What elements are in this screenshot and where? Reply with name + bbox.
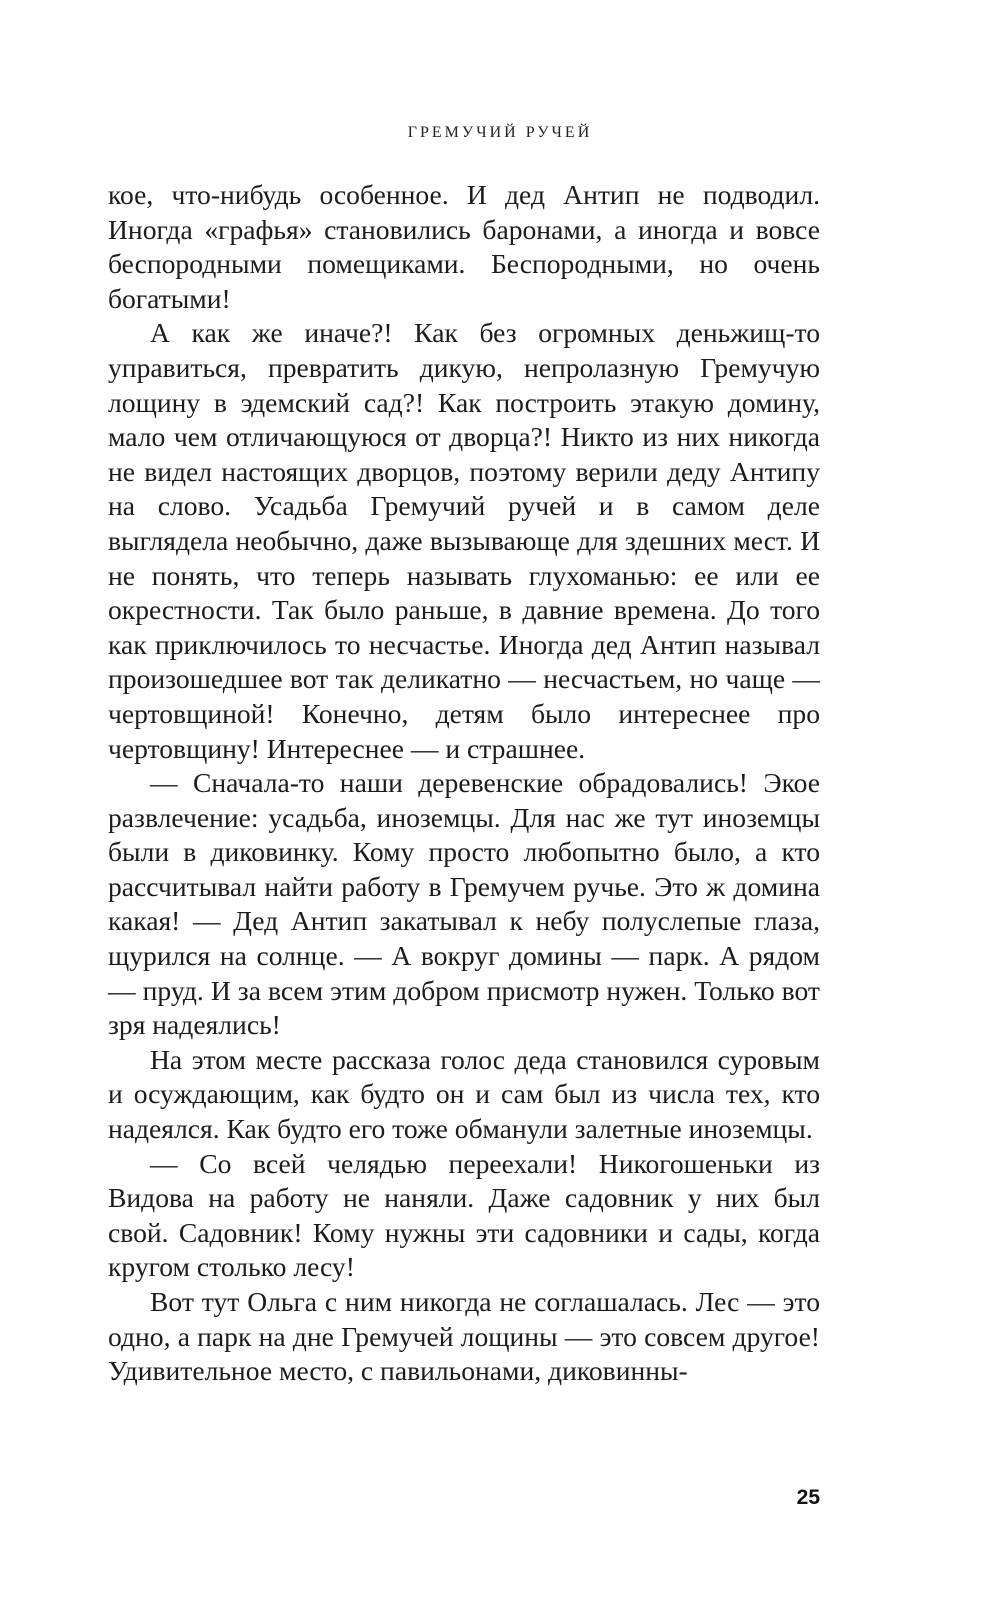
running-title: ГРЕМУЧИЙ РУЧЕЙ	[407, 124, 593, 141]
body-text	[108, 178, 820, 1389]
paragraph: Вот тут Ольга с ним никогда не соглашалась. Лес — это одно, а парк на дне Гремучей лощины — это совсем другое! Удивительное место, с павильонами, диковинны-	[108, 1286, 820, 1387]
paragraph: кое, что-нибудь особенное. И дед Антип не подводил. Иногда «графья» становились баронами, а иногда и вовсе беспородными помещиками. Беспородными, но очень богатыми!	[108, 179, 820, 314]
page-number: 25	[796, 1486, 820, 1509]
paragraph: А как же иначе?! Как без огромных деньжищ-то управиться, превратить дикую, непролазную Гремучую лощину в эдемский сад?! Как построить этакую домину, мало чем отличающуюся от дворца?! Никто из них никогда не видел настоящих дворцов, поэтому верили деду Антипу на слово. Усадьба Гремучий ручей и в самом деле выглядела необычно, даже вызывающе для здешних мест. И не понять, что теперь называть глухоманью: ее или ее окрестности. Так было раньше, в давние времена. До того как приключилось то несчастье. Иногда дед Антип называл произошедшее вот так деликатно — несчастьем, но чаще — чертовщиной! Конечно, детям было интереснее про чертовщину! Интереснее — и страшнее.	[108, 317, 820, 764]
paragraph: На этом месте рассказа голос деда становился суровым и осуждающим, как будто он и сам был из числа тех, кто надеялся. Как будто его тоже обманули залетные иноземцы.	[108, 1043, 820, 1145]
dialogue-paragraph: — Сначала-то наши деревенские обрадовались! Экое развлечение: усадьба, иноземцы. Для нас же тут иноземцы были в диковинку. Кому просто любопытно было, а кто рассчитывал найти работу в Гремучем ручье. Это ж домина какая! — Дед Антип закатывал к небу полуслепые глаза, щурился на солнце. — А вокруг домины — парк. А рядом — пруд. И за всем этим добром присмотр нужен. Только вот зря надеялись!	[108, 767, 820, 1041]
dialogue-paragraph: — Со всей челядью переехали! Никогошеньки из Видова на работу не наняли. Даже садовник у них был свой. Садовник! Кому нужны эти садовники и сады, когда кругом столько лесу!	[108, 1147, 820, 1283]
